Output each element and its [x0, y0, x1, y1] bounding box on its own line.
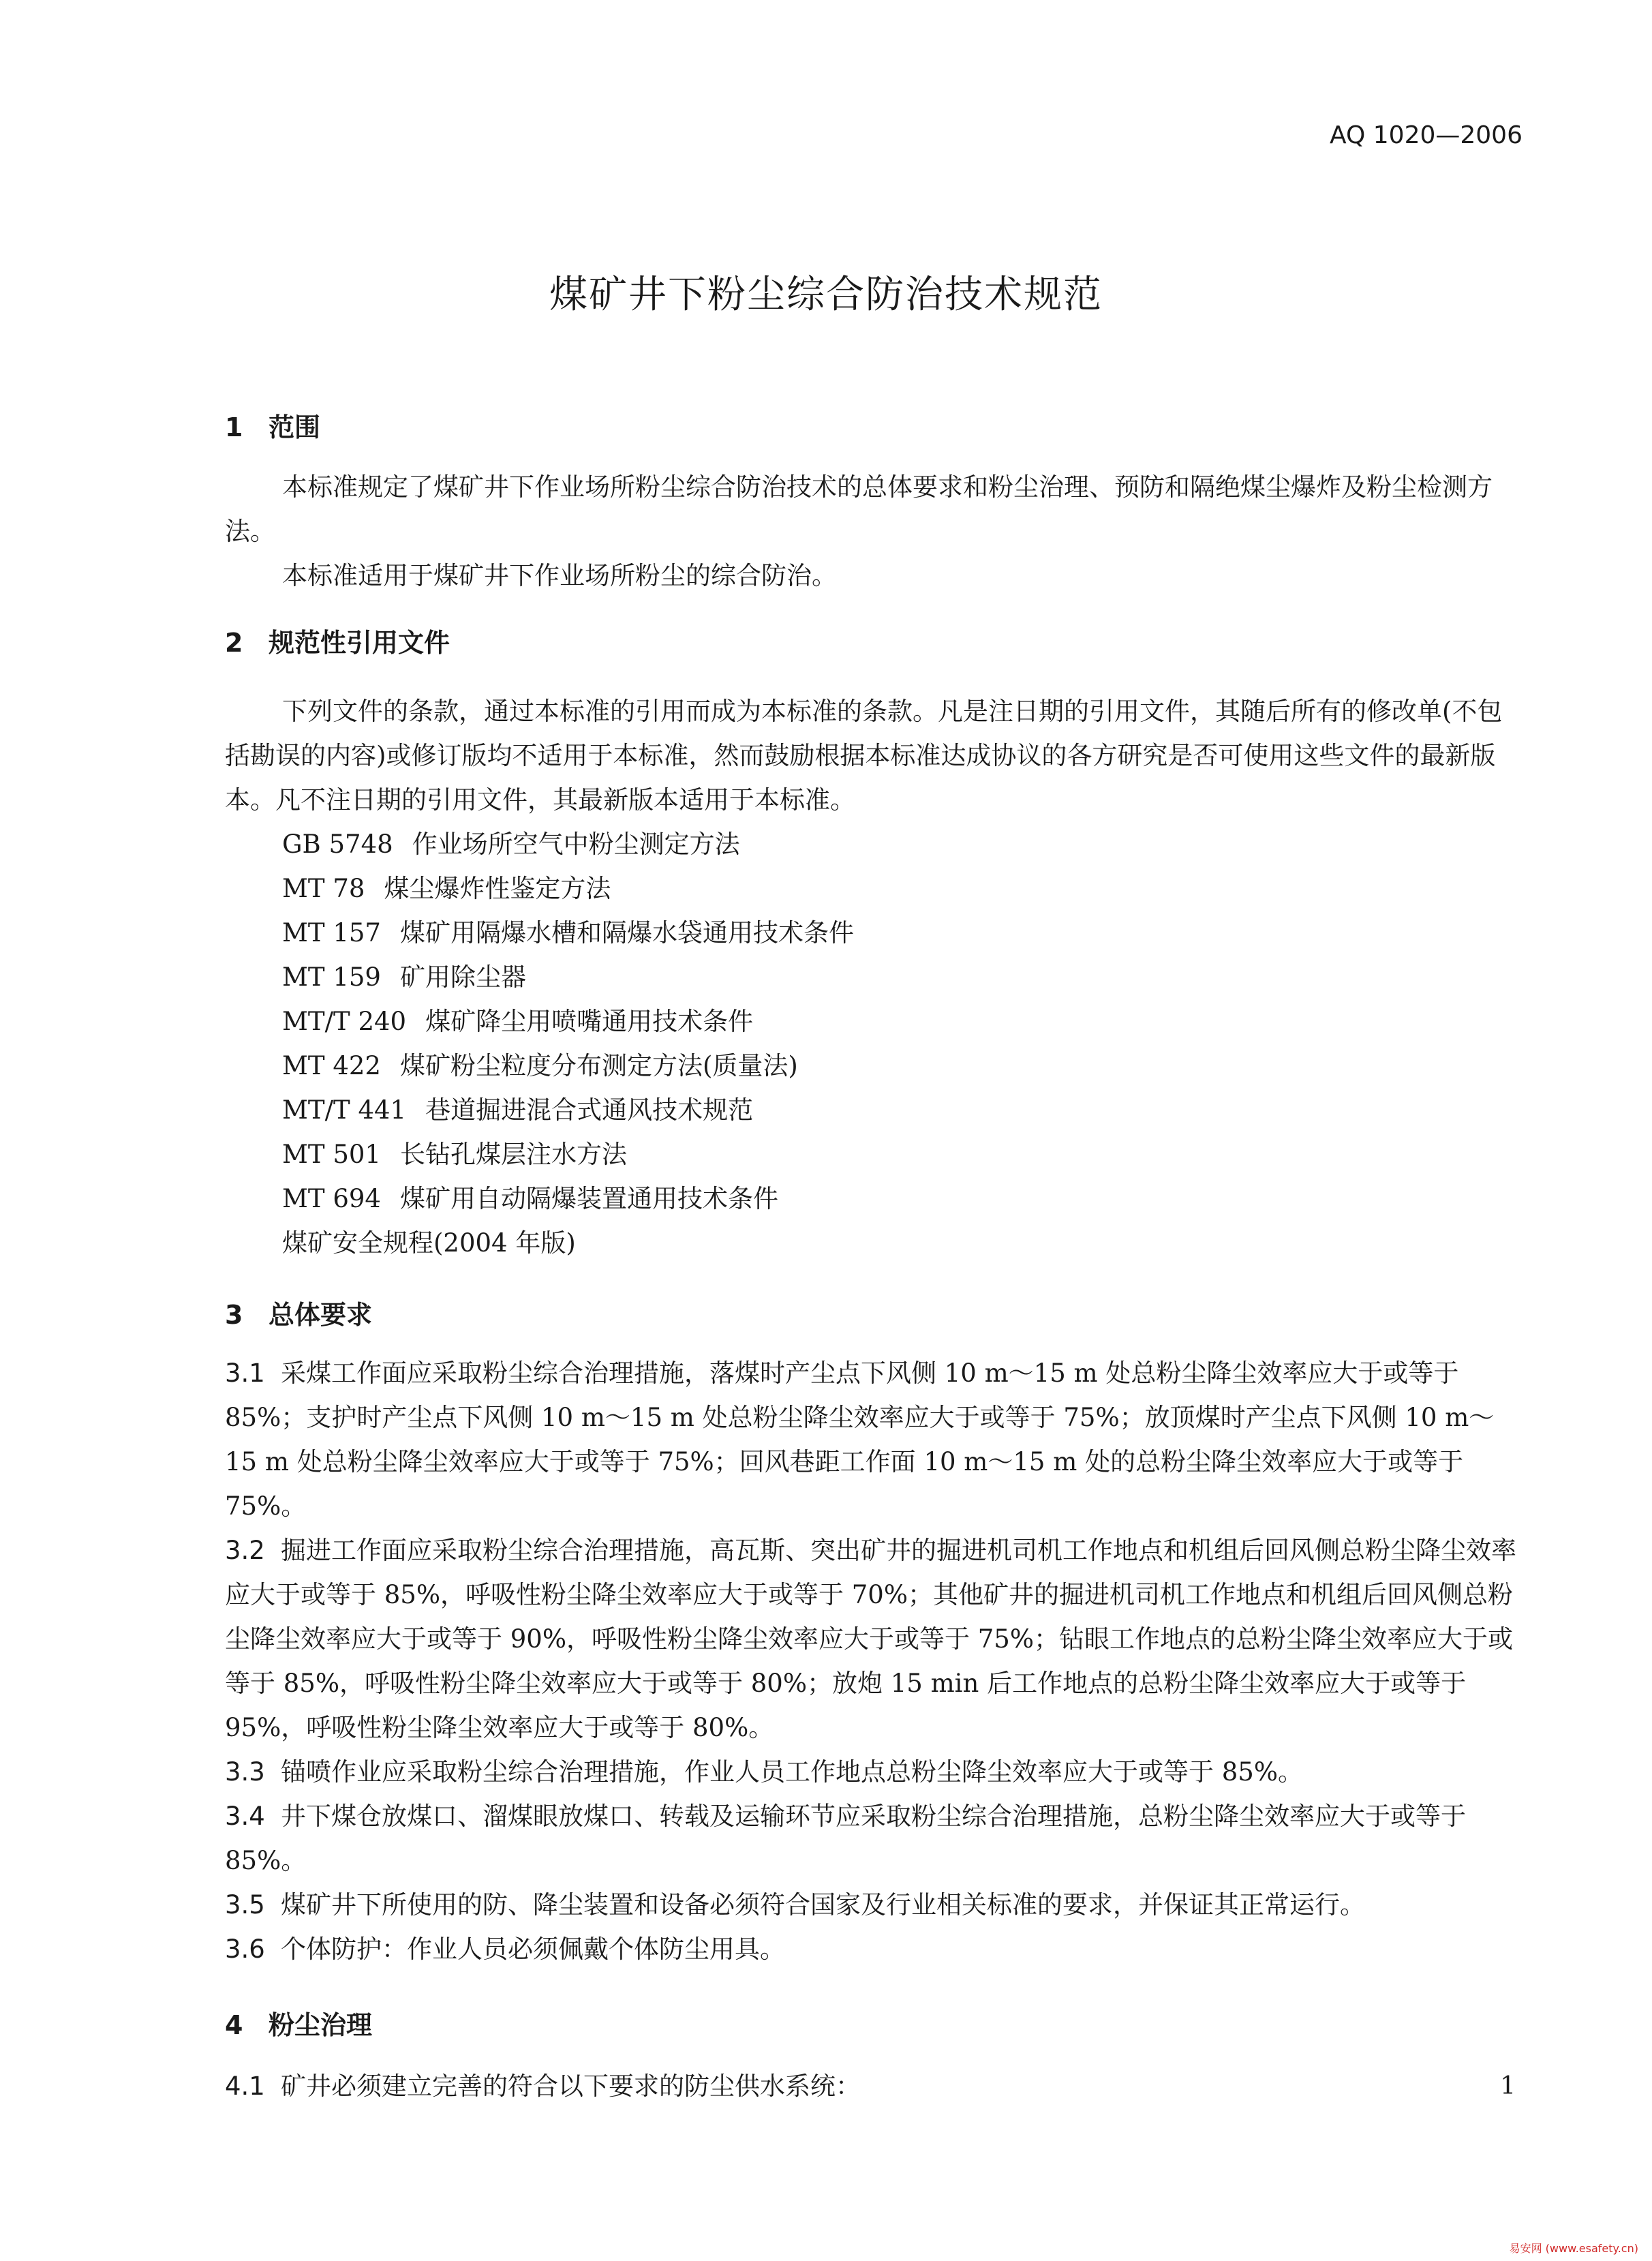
clause-number: 3.5: [225, 1890, 265, 1919]
clause-3-5: [225, 1883, 1520, 1927]
reference-name: 煤矿粉尘粒度分布测定方法(质量法): [399, 1051, 798, 1080]
reference-code: MT/T 240: [282, 1007, 407, 1036]
reference-code: MT 157: [282, 918, 381, 947]
clause-number: 3.6: [225, 1934, 265, 1964]
reference-item: [282, 1132, 854, 1177]
reference-item: [282, 822, 854, 866]
watermark-footer: 易安网 (www.esafety.cn): [1509, 2242, 1638, 2255]
section-number: 4: [225, 2010, 243, 2040]
reference-code: MT 159: [282, 962, 381, 992]
clause-number: 3.3: [225, 1757, 265, 1787]
reference-item: [282, 911, 854, 955]
reference-item: [282, 955, 854, 999]
clause-number: 4.1: [225, 2072, 265, 2101]
reference-item: [282, 866, 854, 911]
reference-name: 煤矿安全规程(2004 年版): [282, 1228, 576, 1258]
clause-3-1: [225, 1351, 1520, 1528]
page-number: 1: [1500, 2072, 1516, 2100]
clause-3-3: [225, 1750, 1520, 1794]
clause-3-2: [225, 1528, 1520, 1750]
clause-number: 3.1: [225, 1359, 265, 1388]
paragraph: 下列文件的条款，通过本标准的引用而成为本标准的条款。凡是注日期的引用文件，其随后所有的修改单(不包括勘误的内容)或修订版均不适用于本标准，然而鼓励根据本标准达成协议的各方研究是否可使用这些文件的最新版本。凡不注日期的引用文件，其最新版本适用于本标准。: [225, 697, 1503, 815]
section-title: 总体要求: [269, 1300, 373, 1330]
clause-text: 个体防护：作业人员必须佩戴个体防尘用具。: [281, 1934, 785, 1964]
reference-name: 长钻孔煤层注水方法: [399, 1140, 627, 1169]
clause-3-4: [225, 1794, 1520, 1883]
paragraph: 本标准规定了煤矿井下作业场所粉尘综合防治技术的总体要求和粉尘治理、预防和隔绝煤尘爆炸及粉尘检测方法。: [225, 472, 1493, 546]
clause-text: 锚喷作业应采取粉尘综合治理措施，作业人员工作地点总粉尘降尘效率应大于或等于 85%。: [281, 1757, 1303, 1787]
clause-text: 井下煤仓放煤口、溜煤眼放煤口、转载及运输环节应采取粉尘综合治理措施，总粉尘降尘效率应大于或等于 85%。: [225, 1802, 1466, 1875]
reference-name: 煤尘爆炸性鉴定方法: [384, 874, 611, 903]
clause-4-1: [225, 2064, 1111, 2108]
reference-item: [282, 1044, 854, 1088]
section-number: 3: [225, 1300, 243, 1330]
reference-code: MT/T 441: [282, 1095, 407, 1125]
page-title: 煤矿井下粉尘综合防治技术规范: [549, 273, 1103, 317]
section-number: 1: [225, 412, 243, 442]
reference-name: 煤矿用自动隔爆装置通用技术条件: [399, 1184, 778, 1213]
reference-code: MT 501: [282, 1140, 381, 1169]
section-3-heading: [225, 1294, 372, 1331]
reference-item: [282, 1088, 854, 1132]
document-number: AQ 1020—2006: [1329, 121, 1523, 149]
clause-number: 3.4: [225, 1802, 265, 1831]
reference-item: [282, 1177, 854, 1221]
section-2-heading: [225, 622, 450, 659]
reference-item: [282, 1221, 854, 1265]
reference-code: GB 5748: [282, 830, 393, 859]
reference-name: 矿用除尘器: [399, 962, 526, 992]
section-title: 范围: [269, 412, 321, 442]
reference-list: [282, 822, 854, 1265]
section-title: 粉尘治理: [269, 2010, 373, 2040]
section-title: 规范性引用文件: [269, 628, 450, 658]
reference-name: 作业场所空气中粉尘测定方法: [412, 830, 740, 859]
clause-text: 煤矿井下所使用的防、降尘装置和设备必须符合国家及行业相关标准的要求，并保证其正常运行。: [281, 1890, 1365, 1919]
reference-code: MT 422: [282, 1051, 381, 1080]
reference-name: 煤矿降尘用喷嘴通用技术条件: [425, 1007, 754, 1036]
reference-code: MT 694: [282, 1184, 381, 1213]
clause-number: 3.2: [225, 1536, 265, 1565]
section-1-heading: [225, 406, 320, 444]
reference-item: [282, 999, 854, 1044]
paragraph: 本标准适用于煤矿井下作业场所粉尘的综合防治。: [282, 561, 837, 590]
section-4-heading: [225, 2004, 372, 2042]
clause-text: 采煤工作面应采取粉尘综合治理措施，落煤时产尘点下风侧 10 m～15 m 处总粉尘降尘效率应大于或等于 85%；支护时产尘点下风侧 10 m～15 m 处总粉尘降尘效率应大于或等于 75%；放顶煤时产尘点下风侧 10 m～15 m 处总粉尘降尘效率应大于或等于 75%；回风巷距工作面 10 m～15 m 处的总粉尘降尘效率应大于或等于 75%。: [225, 1359, 1495, 1521]
section-number: 2: [225, 628, 243, 658]
clause-text: 矿井必须建立完善的符合以下要求的防尘供水系统：: [281, 2072, 861, 2101]
clause-text: 掘进工作面应采取粉尘综合治理措施，高瓦斯、突出矿井的掘进机司机工作地点和机组后回风侧总粉尘降尘效率应大于或等于 85%，呼吸性粉尘降尘效率应大于或等于 70%；其他矿井的掘进机司机工作地点和机组后回风侧总粉尘降尘效率应大于或等于 90%，呼吸性粉尘降尘效率应大于或等于 75%；钻眼工作地点的总粉尘降尘效率应大于或等于 85%，呼吸性粉尘降尘效率应大于或等于 80%；放炮 15 min 后工作地点的总粉尘降尘效率应大于或等于 95%，呼吸性粉尘降尘效率应大于或等于 80%。: [225, 1536, 1516, 1742]
reference-name: 煤矿用隔爆水槽和隔爆水袋通用技术条件: [399, 918, 854, 947]
reference-code: MT 78: [282, 874, 365, 903]
clause-3-6: [225, 1927, 1520, 1971]
reference-name: 巷道掘进混合式通风技术规范: [425, 1095, 754, 1125]
